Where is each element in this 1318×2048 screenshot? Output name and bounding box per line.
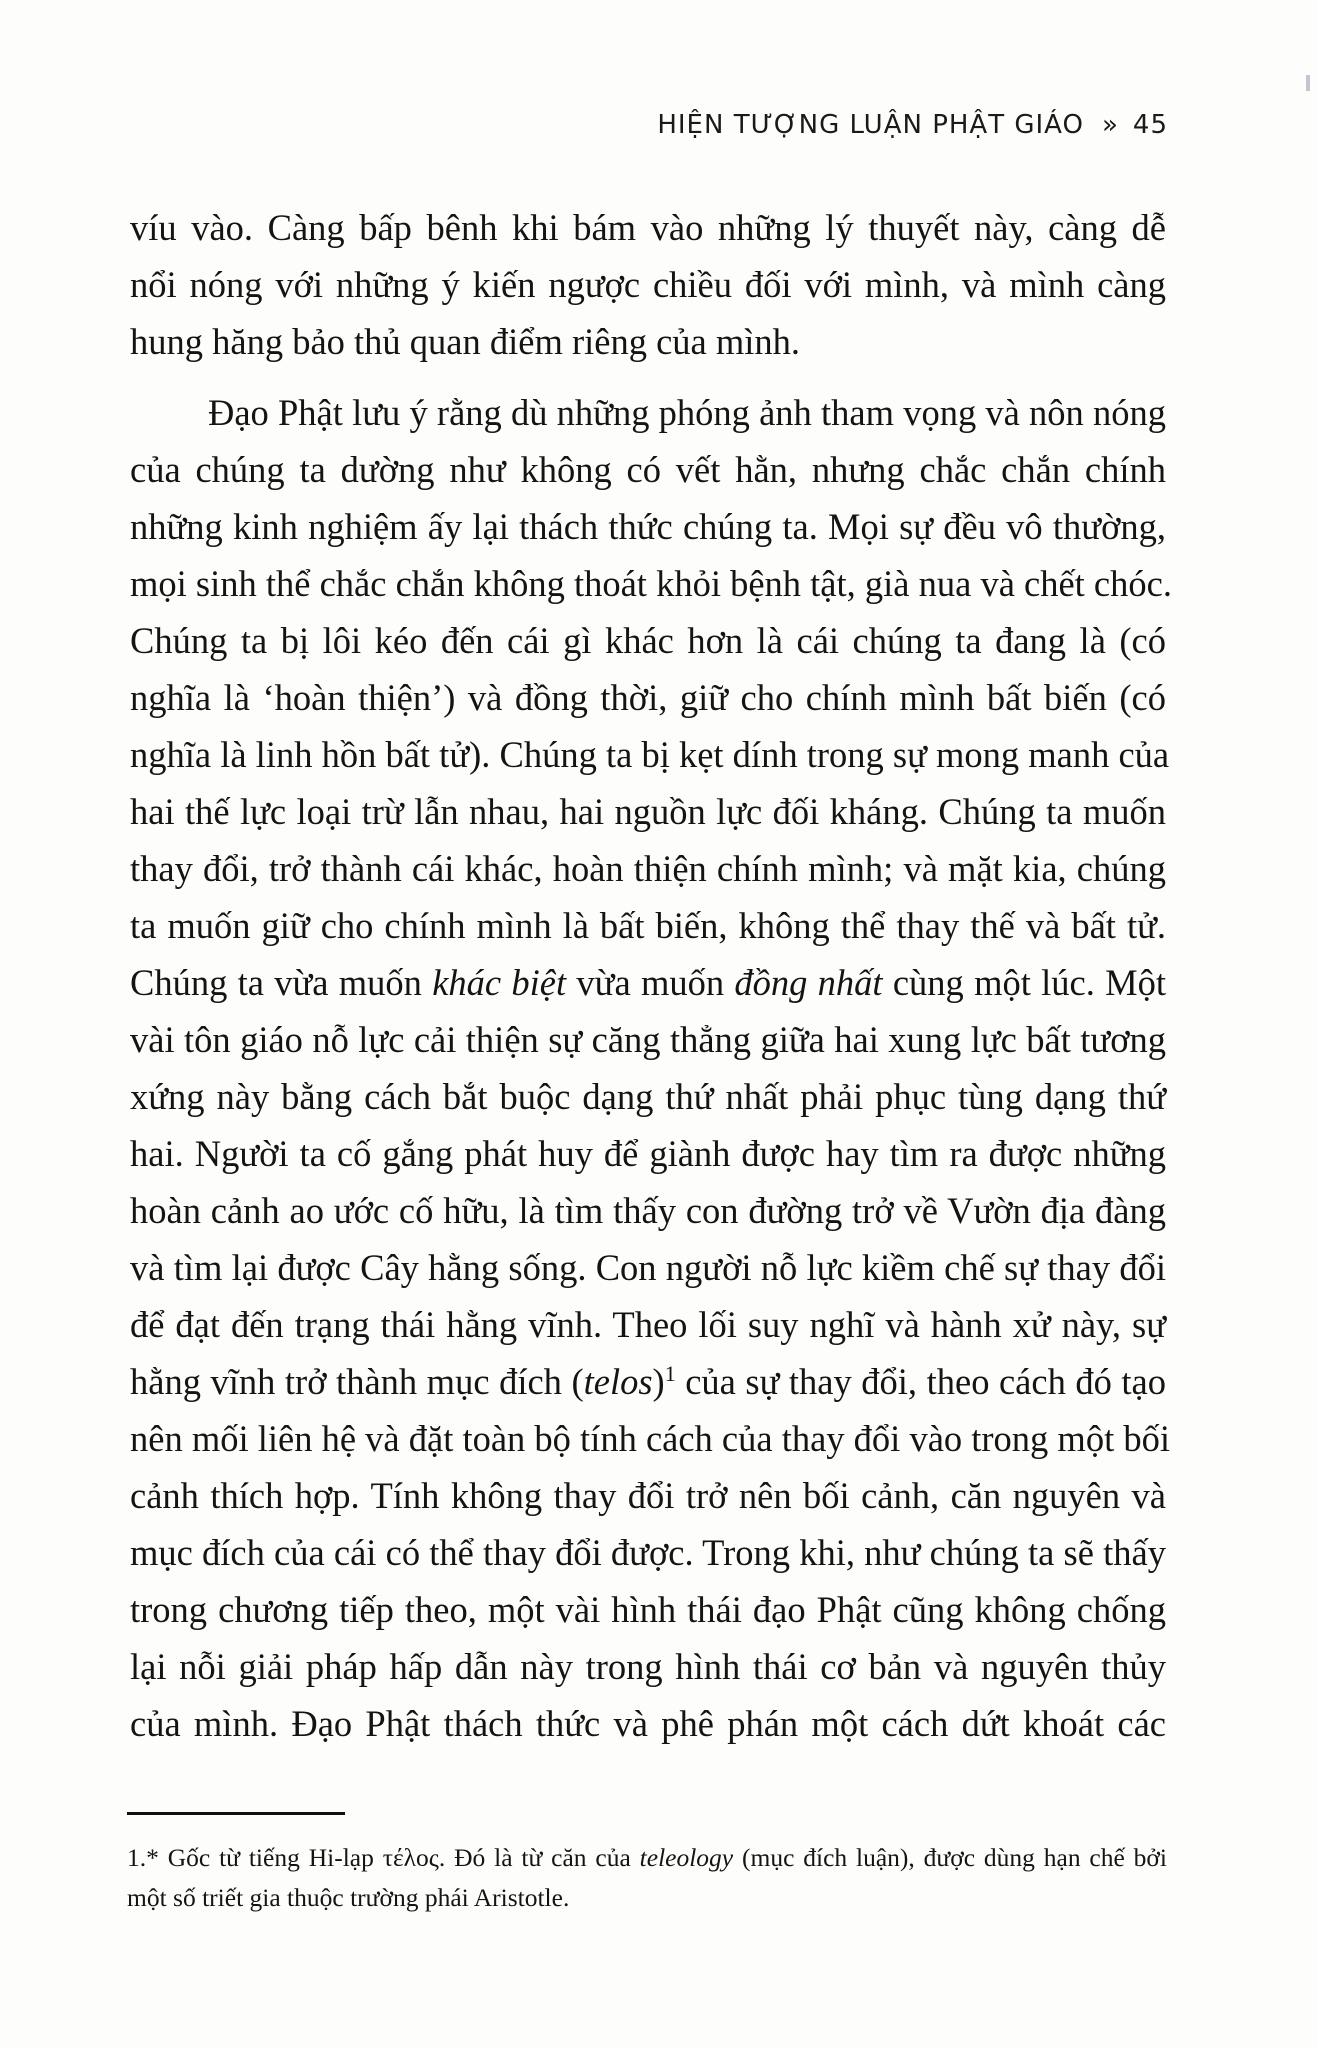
paragraph-1: [130, 199, 1166, 370]
text-line: [130, 1125, 1166, 1182]
text-segment: 1.* Gốc từ tiếng Hi-lạp τέλος. Đó là từ căn của: [127, 1843, 640, 1872]
italic-text: khác biệt: [432, 962, 567, 1003]
text-line: [130, 897, 1166, 954]
text-segment: nên mối liên hệ và đặt toàn bộ tính cách của thay đổi vào trong một bối: [130, 1418, 1170, 1459]
text-segment: nổi nóng với những ý kiến ngược chiều đối với mình, và mình càng: [130, 264, 1166, 305]
text-segment: trong chương tiếp theo, một vài hình thái đạo Phật cũng không chống: [130, 1589, 1166, 1630]
paragraph-2: [130, 384, 1172, 1752]
text-segment: Đạo Phật lưu ý rằng dù những phóng ảnh tham vọng và nôn nóng: [208, 392, 1166, 433]
footnote-divider: [127, 1812, 345, 1815]
text-segment: vài tôn giáo nỗ lực cải thiện sự căng thẳng giữa hai xung lực bất tương: [130, 1019, 1166, 1060]
text-segment: nghĩa là linh hồn bất tử). Chúng ta bị kẹt dính trong sự mong manh của: [130, 734, 1170, 775]
text-line: [127, 1838, 1167, 1878]
text-segment: cùng một lúc. Một: [882, 962, 1167, 1003]
text-segment: một số triết gia thuộc trường phái Aristotle.: [127, 1883, 570, 1912]
text-segment: và tìm lại được Cây hằng sống. Con người nỗ lực kiềm chế sự thay đổi: [130, 1247, 1166, 1288]
text-line: [130, 1410, 1170, 1467]
text-line: [130, 498, 1166, 555]
text-line: [130, 1182, 1166, 1239]
text-segment: hai. Người ta cố gắng phát huy để giành được hay tìm ra được những: [130, 1133, 1166, 1174]
text-segment: (mục đích luận), được dùng hạn chế bởi: [733, 1843, 1167, 1872]
text-line: [130, 726, 1170, 783]
text-line: [130, 612, 1166, 669]
italic-text: telos: [583, 1361, 653, 1402]
footnote: [127, 1838, 1167, 1918]
text-line: [130, 1524, 1166, 1581]
text-segment: ta muốn giữ cho chính mình là bất biến, không thể thay thế và bất tử.: [130, 905, 1166, 946]
running-header: [657, 110, 1168, 140]
text-line: [130, 783, 1166, 840]
text-segment: thay đổi, trở thành cái khác, hoàn thiện chính mình; và mặt kia, chúng: [130, 848, 1166, 889]
text-segment: víu vào. Càng bấp bênh khi bám vào những lý thuyết này, càng dễ: [130, 207, 1166, 248]
text-line: [130, 1467, 1166, 1524]
text-segment: của sự thay đổi, theo cách đó tạo: [675, 1361, 1166, 1402]
text-line: [130, 1638, 1166, 1695]
text-segment: của chúng ta dường như không có vết hằn, nhưng chắc chắn chính: [130, 449, 1166, 490]
text-line: [130, 1239, 1166, 1296]
text-segment: mọi sinh thể chắc chắn không thoát khỏi bệnh tật, già nua và chết chóc.: [130, 563, 1172, 604]
text-line: [130, 555, 1172, 612]
text-segment: Chúng ta vừa muốn: [130, 962, 433, 1003]
text-line: [127, 1878, 1167, 1918]
scan-edge-mark: [1306, 75, 1310, 91]
text-segment: lại nỗi giải pháp hấp dẫn này trong hình thái cơ bản và nguyên thủy: [130, 1646, 1166, 1687]
text-line: [130, 256, 1166, 313]
text-segment: ): [652, 1361, 665, 1402]
text-segment: Chúng ta bị lôi kéo đến cái gì khác hơn là cái chúng ta đang là (có: [130, 620, 1166, 661]
text-line: [130, 954, 1166, 1011]
text-segment: vừa muốn: [566, 962, 735, 1003]
text-segment: những kinh nghiệm ấy lại thách thức chúng ta. Mọi sự đều vô thường,: [130, 506, 1166, 547]
text-segment: hai thế lực loại trừ lẫn nhau, hai nguồn lực đối kháng. Chúng ta muốn: [130, 791, 1166, 832]
footnote-reference: 1: [664, 1360, 676, 1386]
text-segment: nghĩa là ‘hoàn thiện’) và đồng thời, giữ cho chính mình bất biến (có: [130, 677, 1166, 718]
text-line: [130, 1581, 1166, 1638]
text-line: [130, 1353, 1166, 1410]
text-line: [130, 840, 1166, 897]
text-line: [130, 1011, 1166, 1068]
text-segment: mục đích của cái có thể thay đổi được. Trong khi, như chúng ta sẽ thấy: [130, 1532, 1166, 1573]
header-separator: »: [1101, 110, 1119, 140]
text-line: [130, 384, 1166, 441]
text-segment: hoàn cảnh ao ước cố hữu, là tìm thấy con đường trở về Vườn địa đàng: [130, 1190, 1166, 1231]
text-line: [130, 1296, 1166, 1353]
italic-text: teleology: [639, 1843, 734, 1872]
text-segment: để đạt đến trạng thái hằng vĩnh. Theo lối suy nghĩ và hành xử này, sự: [130, 1304, 1166, 1345]
text-segment: của mình. Đạo Phật thách thức và phê phán một cách dứt khoát các: [130, 1703, 1166, 1744]
text-line: [130, 441, 1166, 498]
text-line: [130, 1068, 1166, 1125]
text-segment: hung hăng bảo thủ quan điểm riêng của mình.: [130, 321, 801, 362]
text-segment: hằng vĩnh trở thành mục đích (: [130, 1361, 584, 1402]
italic-text: đồng nhất: [734, 962, 883, 1003]
running-title: HIỆN TƯỢNG LUẬN PHẬT GIÁO: [657, 110, 1084, 140]
text-line: [130, 199, 1166, 256]
page-number: 45: [1132, 110, 1168, 140]
text-line: [130, 313, 1166, 370]
text-segment: xứng này bằng cách bắt buộc dạng thứ nhất phải phục tùng dạng thứ: [130, 1076, 1166, 1117]
text-segment: cảnh thích hợp. Tính không thay đổi trở nên bối cảnh, căn nguyên và: [130, 1475, 1166, 1516]
text-line: [130, 669, 1166, 726]
text-line: [130, 1695, 1166, 1752]
